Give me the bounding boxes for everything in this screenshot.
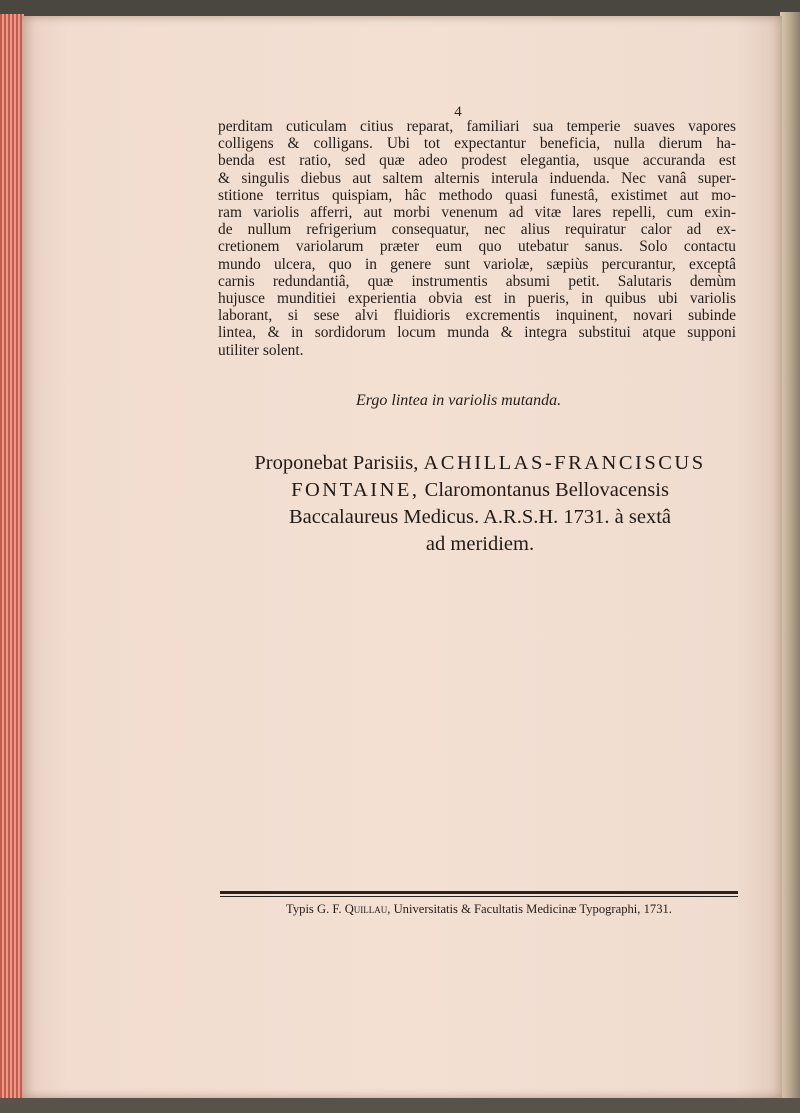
text-line: colligens & colligans. Ubi tot expectantur beneficia, nulla dierum ha-: [218, 135, 736, 153]
book-right-edge: [780, 12, 800, 1102]
text-line: laborant, si sese alvi fluidioris excrementis inquinent, novari subinde: [218, 307, 736, 325]
proposal-block: [200, 450, 760, 558]
text-line: hujusce munditiei experientia obvia est in pueris, in quibus ubi variolis: [218, 290, 736, 308]
printer-imprint: [220, 902, 738, 917]
proposal-line-2: [200, 477, 760, 504]
book-page-edges: [0, 14, 24, 1100]
text-line: lintea, & in sordidorum locum munda & integra substitui atque supponi: [218, 324, 736, 342]
printer-name: Quillau,: [344, 902, 391, 916]
text-line: ram variolis afferri, aut morbi venenum ad vitæ lares repelli, cum exin-: [218, 204, 736, 222]
text-line: stitione territus quispiam, hâc methodo quasi funestâ, existimet aut mo-: [218, 186, 736, 204]
text-line: & singulis diebus aut saltem alternis interula induenda. Nec vanâ super-: [218, 169, 736, 187]
text-line: utiliter solent.: [218, 341, 304, 359]
imprint-rule-thin: [220, 896, 738, 897]
text-line: mundo ulcera, quo in genere sunt variolæ, sæpiùs percurantur, exceptâ: [218, 255, 736, 273]
proposal-prefix: Proponebat Parisiis,: [254, 452, 419, 474]
text-line: de nullum refrigerium consequatur, nec alius requiratur calor ad ex-: [218, 221, 736, 239]
author-given-names: ACHILLAS-FRANCISCUS: [423, 452, 706, 474]
imprint-prefix: Typis G. F.: [286, 902, 342, 916]
scan-bottom-border: [0, 1098, 800, 1113]
imprint-rule: [220, 891, 738, 894]
page-number: 4: [454, 104, 462, 120]
proposal-line-1: [200, 450, 760, 477]
proposal-line-4: ad meridiem.: [425, 533, 535, 555]
text-line: cretionem variolarum præter eum quo utebatur sanus. Solo contactu: [218, 238, 736, 256]
text-line: perditam cuticulam citius reparat, familiari sua temperie suaves vapores: [218, 118, 736, 135]
imprint-rest: Universitatis & Facultatis Medicinæ Typographi, 1731.: [393, 902, 672, 916]
author-surname: FONTAINE,: [291, 479, 420, 501]
text-line: benda est ratio, sed quæ adeo prodest elegantia, usque accuranda est: [218, 152, 736, 170]
proposal-line-3: Baccalaureus Medicus. A.R.S.H. 1731. à sextâ: [288, 506, 671, 528]
thesis-conclusion: Ergo lintea in variolis mutanda.: [356, 392, 562, 409]
author-origin: Claromontanus Bellovacensis: [424, 479, 669, 501]
text-line: carnis redundantiâ, quæ instrumentis absumi petit. Salutaris demùm: [218, 272, 736, 290]
body-paragraph: [218, 118, 736, 359]
